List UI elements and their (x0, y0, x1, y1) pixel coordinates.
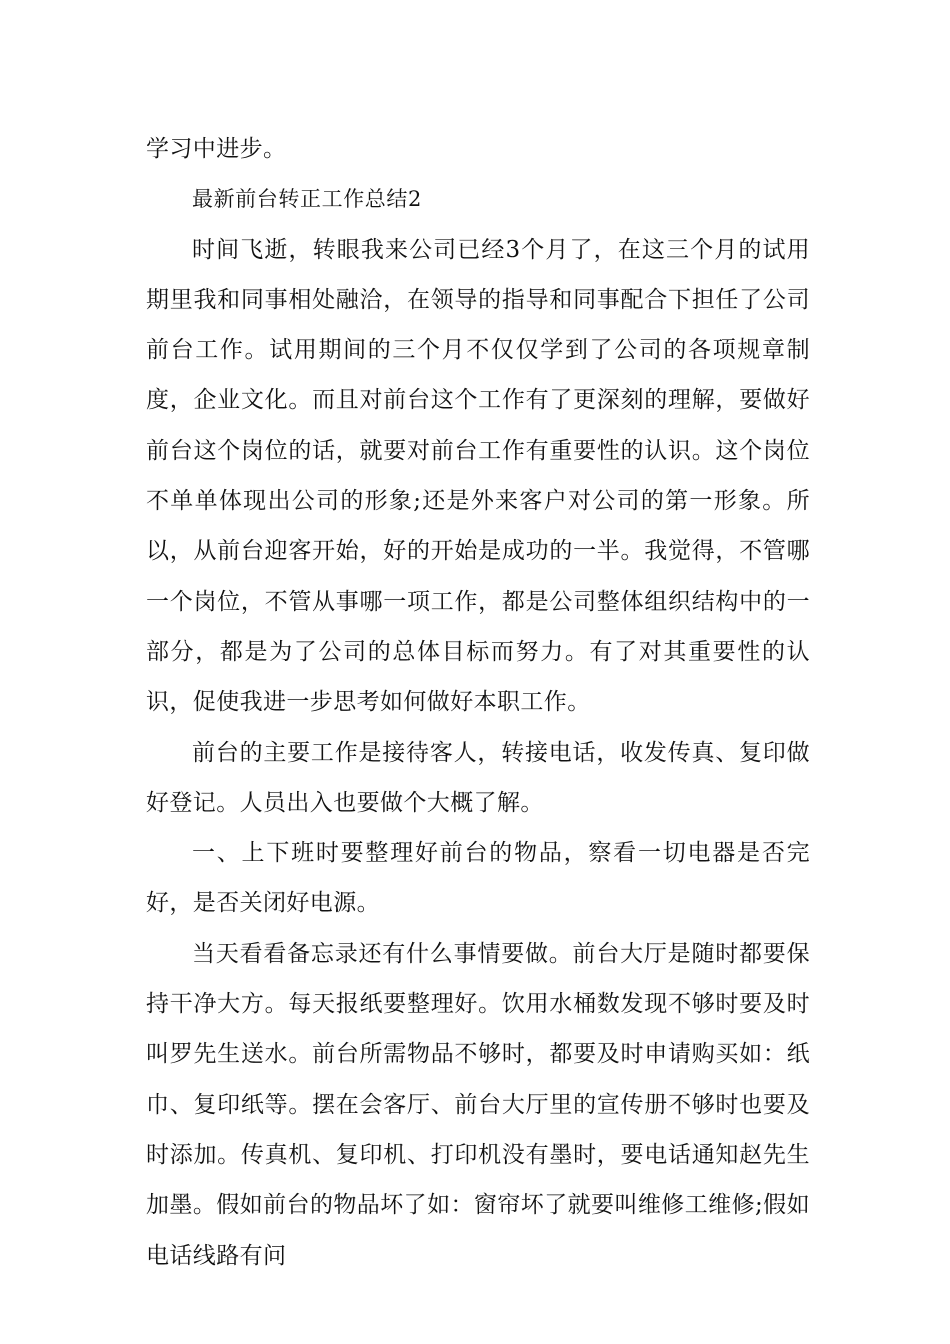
paragraph-intro: 时间飞逝，转眼我来公司已经3个月了，在这三个月的试用期里我和同事相处融洽，在领导的指导和同事配合下担任了公司前台工作。试用期间的三个月不仅仅学到了公司的各项规章制度，企业文化。而且对前台这个工作有了更深刻的理解，要做好前台这个岗位的话，就要对前台工作有重要性的认识。这个岗位不单单体现出公司的形象;还是外来客户对公司的第一形象。所以，从前台迎客开始，好的开始是成功的一半。我觉得，不管哪一个岗位，不管从事哪一项工作，都是公司整体组织结构中的一部分，都是为了公司的总体目标而努力。有了对其重要性的认识，促使我进一步思考如何做好本职工作。 (146, 236, 810, 716)
document-body (146, 124, 810, 1281)
paragraph-daily-tasks: 当天看看备忘录还有什么事情要做。前台大厅是随时都要保持干净大方。每天报纸要整理好。饮用水桶数发现不够时要及时叫罗先生送水。前台所需物品不够时，都要及时申请购买如：纸巾、复印纸等。摆在会客厅、前台大厅里的宣传册不够时也要及时添加。传真机、复印机、打印机没有墨时，要电话通知赵先生加墨。假如前台的物品坏了如：窗帘坏了就要叫维修工维修;假如电话线路有问 (146, 940, 810, 1269)
paragraph-item-one: 一、上下班时要整理好前台的物品，察看一切电器是否完好，是否关闭好电源。 (146, 840, 810, 917)
paragraph-continuation: 学习中进步。 (146, 136, 287, 162)
section-title: 最新前台转正工作总结2 (192, 187, 422, 212)
paragraph-main-duties: 前台的主要工作是接待客人，转接电话，收发传真、复印做好登记。人员出入也要做个大概了解。 (146, 739, 810, 816)
